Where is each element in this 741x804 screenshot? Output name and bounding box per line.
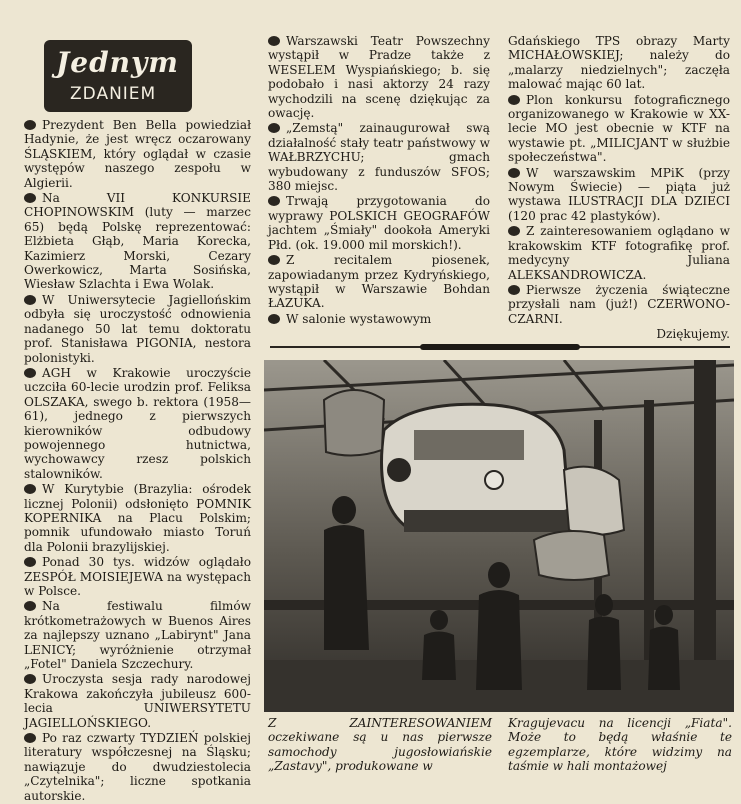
bullet-icon (508, 168, 520, 178)
bullet-icon (24, 733, 36, 743)
news-item: Plon konkursu fotograficznego organizowanego w Krakowie w XX-lecie MO jest obecnie w KTF na wystawie pt. „MILICJANT w służbie społeczeństwa". (508, 92, 730, 165)
car-assembly-line-photo (264, 360, 734, 712)
news-item: Warszawski Teatr Powszechny wystąpił w Pradze także z WESELEM Wyspiańskiego; b. się podobało i nasi aktorzy 24 razy wychodzili na scenę dziękując za owację. (268, 34, 490, 121)
bullet-icon (24, 557, 36, 567)
bullet-icon (268, 196, 280, 206)
news-column-3 (508, 34, 730, 343)
news-item: Prezydent Ben Bella powiedział Hadynie, że jest wręcz oczarowany ŚLĄSKIEM, który oglądał w czasie występów naszego zespołu w Algierii. (24, 118, 251, 190)
news-item: Trwają przygotowania do wyprawy POLSKICH GEOGRAFÓW jachtem „Śmiały" dookoła Ameryki Płd. (ok. 19.000 mil morskich!). (268, 194, 490, 252)
photo-caption-left: Z ZAINTERESOWANIEM oczekiwane są u nas pierwsze samochody jugosłowiańskie „Zastavy", produkowane w (268, 716, 492, 774)
bullet-icon (268, 255, 280, 265)
news-item: AGH w Krakowie uroczyście uczciła 60-lecie urodzin prof. Feliksa OLSZAKA, swego b. rektora (1958—61), jednego z pierwszych kierowników odbudowy powojennego hutnictwa, wychowawcy rzesz polskich stalowników. (24, 365, 251, 481)
news-item: Po raz czwarty TYDZIEŃ polskiej literatury współczesnej na Śląsku; nawiązuje do dwudziestolecia „Czytelnika"; liczne spotkania autorskie. (24, 731, 251, 803)
news-item: Z recitalem piosenek, zapowiadanym przez Kydryńskiego, wystąpił w Warszawie Bohdan ŁAZUKA. (268, 253, 490, 311)
bullet-icon (508, 285, 520, 295)
bullet-icon (508, 95, 520, 105)
news-item: W Uniwersytecie Jagiellońskim odbyła się uroczystość odnowienia nadanego 50 lat temu doktoratu prof. Stanisława PIGONIA, nestora polonistyki. (24, 292, 251, 365)
heading-line-2: ZDANIEM (70, 84, 157, 104)
news-item: Na festiwalu filmów krótkometrażowych w Buenos Aires za najlepszy uznano „Labirynt" Jana LENICY; wyróżnienie otrzymał „Fotel" Daniela Szczechury. (24, 599, 251, 672)
news-item: W salonie wystawowym (268, 312, 490, 326)
bullet-icon (268, 36, 280, 46)
bullet-icon (24, 368, 36, 378)
news-item: „Zemstą" zainaugurował swą działalność stały teatr państwowy w WAŁBRZYCHU; gmach wybudowany z funduszów SFOS; 380 miejsc. (268, 121, 490, 194)
bullet-icon (268, 123, 280, 133)
section-divider (270, 346, 730, 348)
bullet-icon (24, 193, 36, 203)
bullet-icon (24, 601, 36, 611)
news-column-2 (268, 34, 490, 327)
heading-line-1: Jednym (56, 46, 179, 79)
section-heading (44, 40, 192, 112)
photo-caption-right: Kragujevacu na licencji „Fiata". Może to będą właśnie te egzemplarze, które widzimy na taśmie w hali montażowej (508, 716, 732, 774)
photo-illustration (264, 360, 734, 712)
news-item: Na VII KONKURSIE CHOPINOWSKIM (luty — marzec 65) będą Polskę reprezentować: Elżbieta Głąb, Maria Korecka, Kazimierz Morski, Cezary Owerkowicz, Marta Sosińska, Wiesław Szlachta i Ewa Wolak. (24, 191, 251, 292)
news-item-continued: Gdańskiego TPS obrazy Marty MICHAŁOWSKIEJ; należy do „malarzy niedzielnych"; zaczęła malować mając 60 lat. (508, 34, 730, 92)
news-item: Uroczysta sesja rady narodowej Krakowa zakończyła jubileusz 600-lecia UNIWERSYTETU JAGIELLOŃSKIEGO. (24, 672, 251, 730)
bullet-icon (24, 674, 36, 684)
news-item: Ponad 30 tys. widzów oglądało ZESPÓŁ MOISIEJEWA na występach w Polsce. (24, 555, 251, 598)
bullet-icon (24, 295, 36, 305)
news-item: W warszawskim MPiK (przy Nowym Świecie) — piąta już wystawa ILUSTRACJI DLA DZIECI (120 prac 42 plastyków). (508, 165, 730, 223)
thanks-signoff: Dziękujemy. (656, 327, 730, 342)
bullet-icon (24, 484, 36, 494)
bullet-icon (24, 120, 36, 130)
bullet-icon (268, 314, 280, 324)
bullet-icon (508, 226, 520, 236)
news-item: Pierwsze życzenia świąteczne przysłali nam (już!) CZERWONO-CZARNI. (508, 282, 730, 326)
news-item: Z zainteresowaniem oglądano w krakowskim KTF fotografikę prof. medycyny Juliana ALEKSANDROWICZA. (508, 224, 730, 282)
news-column-1 (24, 118, 251, 804)
news-item: W Kurytybie (Brazylia: ośrodek licznej Polonii) odsłonięto POMNIK KOPERNIKA na Placu Polskim; pomnik ufundowało miasto Toruń dla Polonii brazylijskiej. (24, 482, 251, 554)
